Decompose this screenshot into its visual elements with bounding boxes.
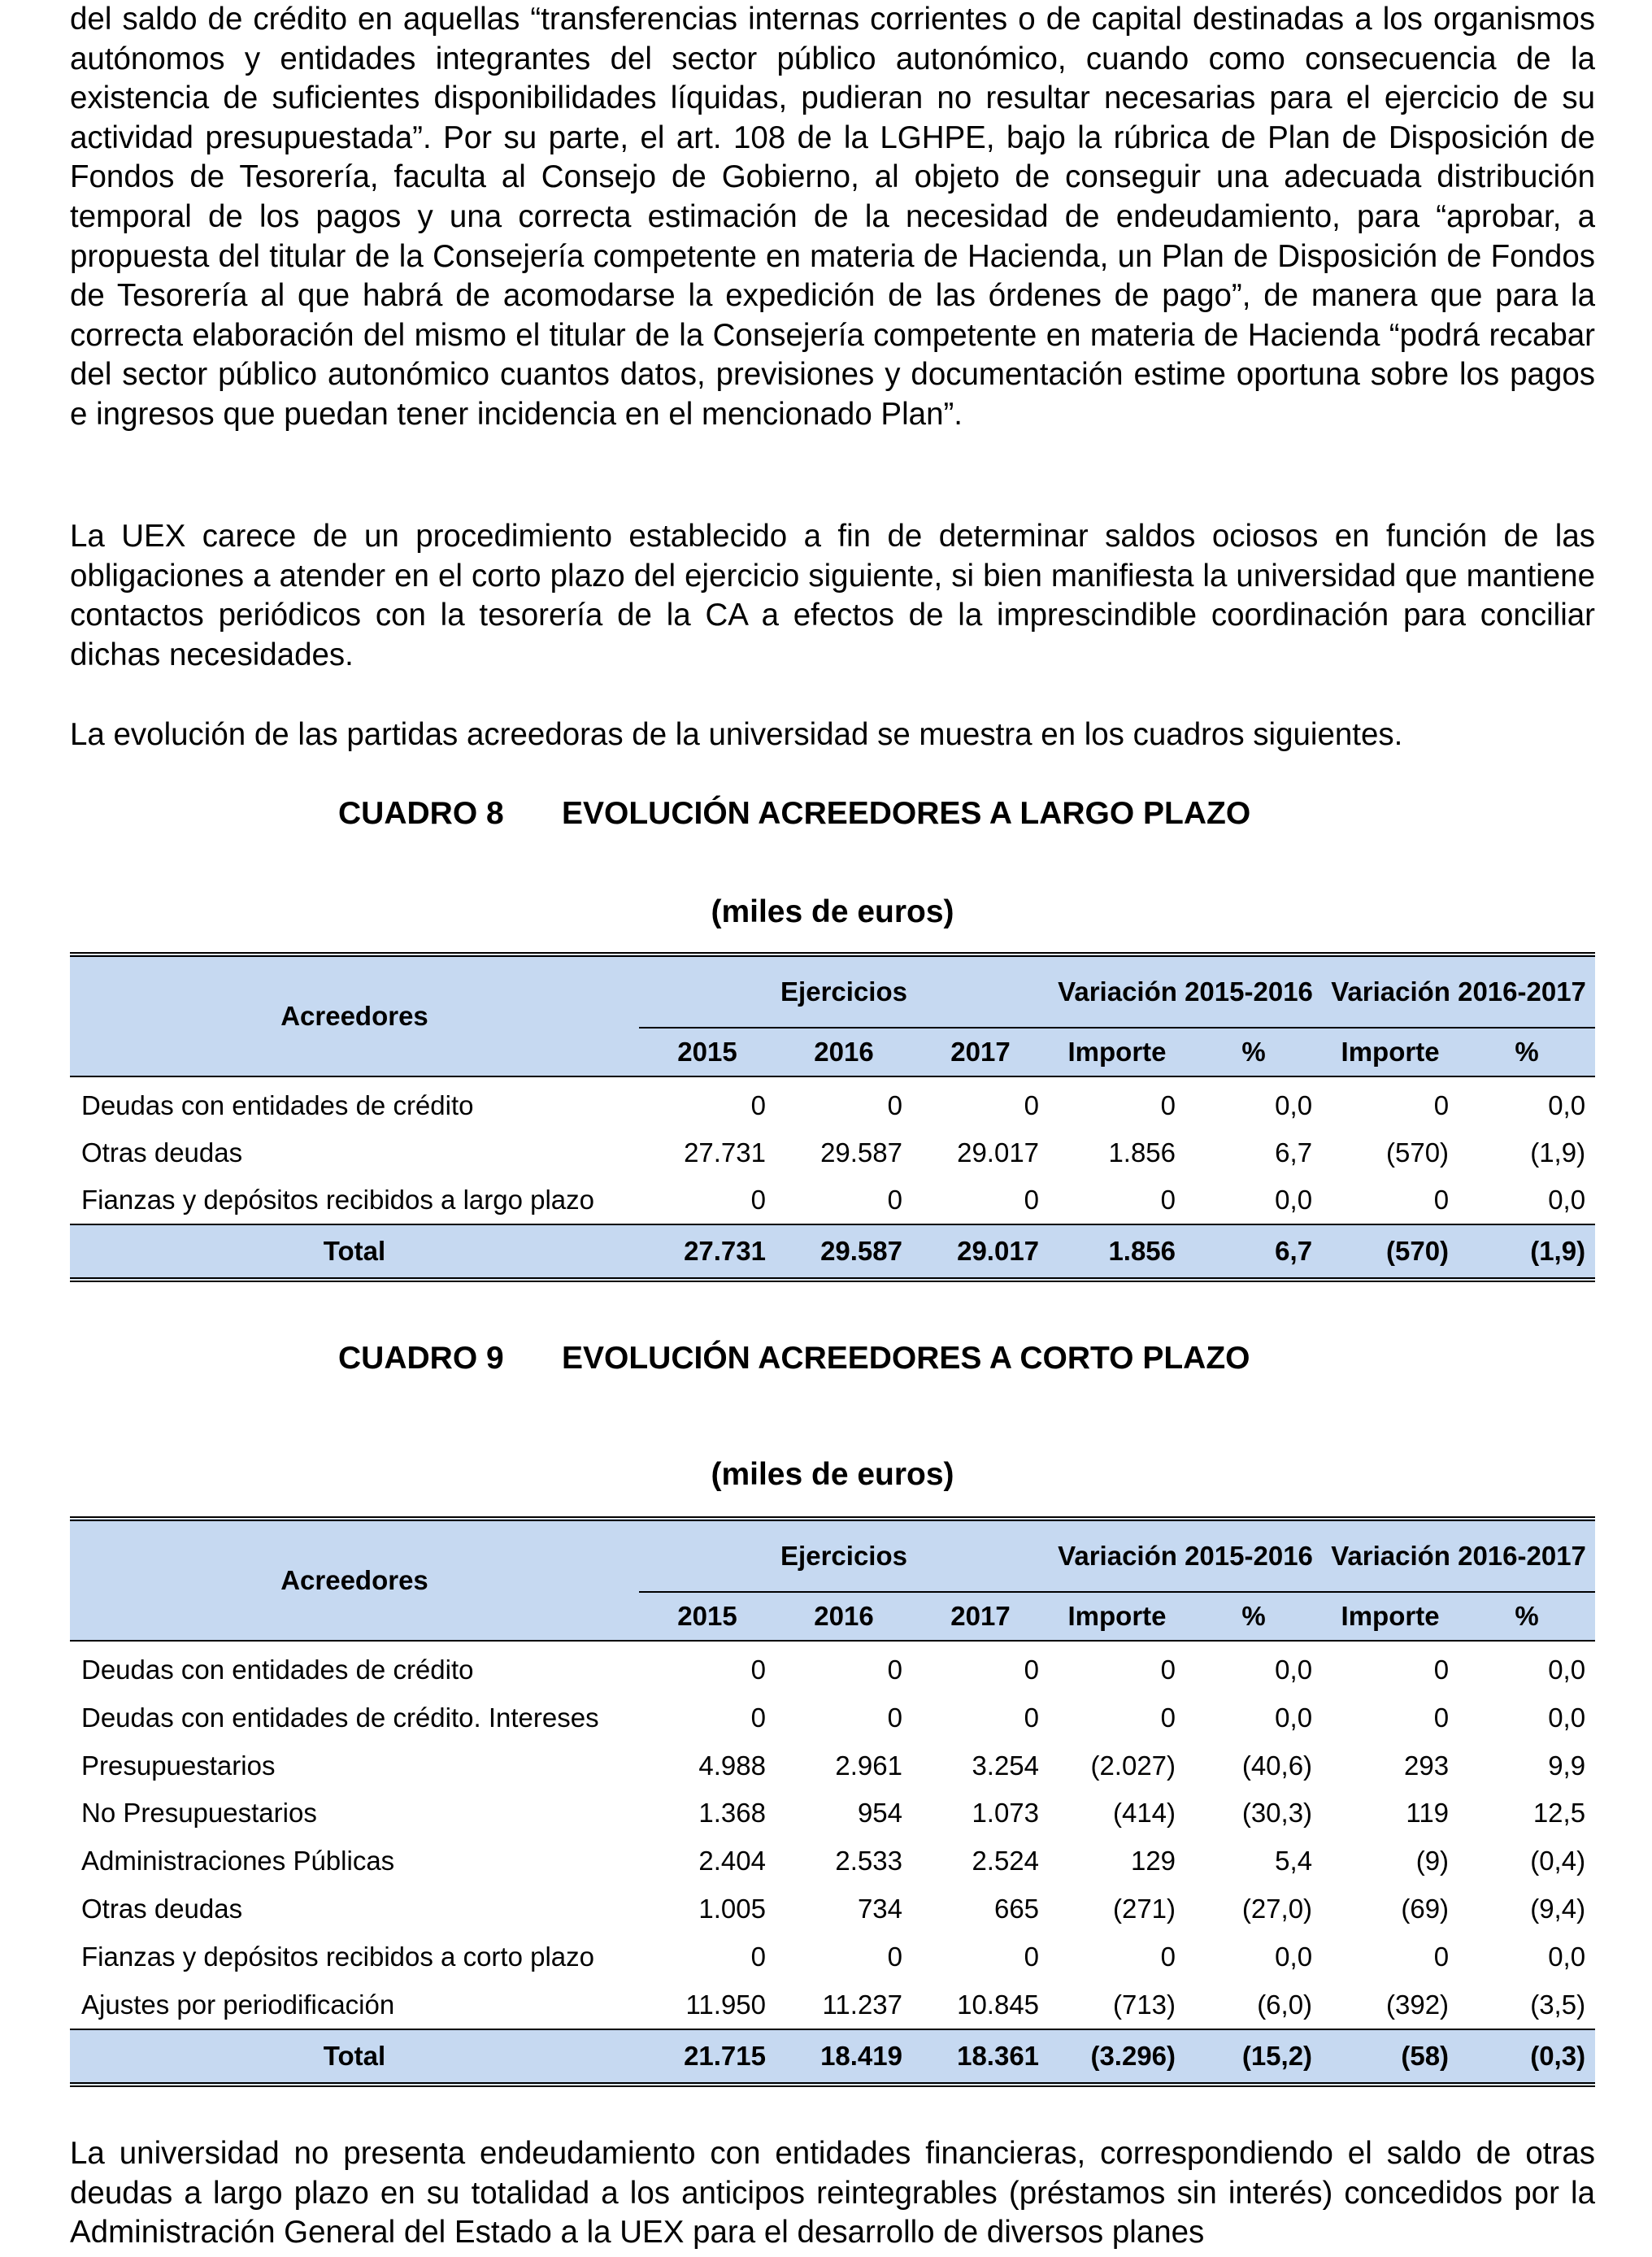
- table-cell: 27.731: [684, 1137, 766, 1168]
- header-percent: %: [1185, 1028, 1322, 1076]
- table-cell: (0,4): [1530, 1846, 1586, 1876]
- table-cell: 0: [750, 1185, 766, 1215]
- table-cell: 734: [857, 1893, 902, 1924]
- table-cell: 0: [1024, 1941, 1040, 1972]
- row-label: Fianzas y depósitos recibidos a corto plazo: [81, 1941, 594, 1972]
- table-cell: 0: [1024, 1702, 1040, 1733]
- table-cell: 0: [1433, 1941, 1450, 1972]
- total-cell: 1.856: [1049, 1224, 1185, 1280]
- header-percent: %: [1459, 1592, 1595, 1641]
- table-cell: 0: [887, 1941, 902, 1972]
- cuadro9-table: [70, 1516, 1595, 2087]
- paragraph-tesoreria: del saldo de crédito en aquellas “transferencias internas corrientes o de capital destinadas a los organismos autónomos y entidades integrantes del sector público autonómico, cuando como consecuencia de la existencia de suficientes disponibilidades líquidas, pudieran no resultar necesarias para el ejercicio de su actividad presupuestada”. Por su parte, el art. 108 de la LGHPE, bajo la rúbrica de Plan de Disposición de Fondos de Tesorería, faculta al Consejo de Gobierno, al objeto de conseguir una adecuada distribución temporal de los pagos y una correcta estimación de la necesidad de endeudamiento, para “aprobar, a propuesta del titular de la Consejería competente en materia de Hacienda, un Plan de Disposición de Fondos de Tesorería al que habrá de acomodarse la expedición de las órdenes de pago”, de manera que para la correcta elaboración del mismo el titular de la Consejería competente en materia de Hacienda “podrá recabar del sector público autonómico cuantos datos, previsiones y documentación estime oportuna sobre los pagos e ingresos que puedan tener incidencia en el mencionado Plan”.: [70, 2, 1595, 432]
- row-label: Presupuestarios: [81, 1750, 276, 1781]
- table-row: [70, 1694, 1595, 1742]
- table-cell: 954: [857, 1798, 902, 1829]
- total-cell: 29.017: [912, 1224, 1049, 1280]
- total-cell: (570): [1322, 1224, 1459, 1280]
- table-cell: 0: [1024, 1655, 1040, 1685]
- table-cell: 0,0: [1548, 1090, 1586, 1120]
- total-cell: (0,3): [1459, 2029, 1595, 2085]
- cuadro9-total-row: [70, 2029, 1595, 2085]
- table-cell: 0: [1024, 1090, 1040, 1120]
- table-cell: 0: [1433, 1702, 1450, 1733]
- table-row: [70, 1885, 1595, 1933]
- table-cell: 0: [887, 1185, 902, 1215]
- paragraph-endeudamiento: La universidad no presenta endeudamiento con entidades financieras, correspondiendo el saldo de otras deudas a largo plazo en su totalidad a los anticipos reintegrables (préstamos sin interés) concedidos por la Administración General del Estado a la UEX para el desarrollo de diversos planes: [70, 2136, 1595, 2250]
- table-cell: 0: [887, 1090, 902, 1120]
- total-cell: 18.361: [912, 2029, 1049, 2085]
- table-cell: 0: [750, 1090, 766, 1120]
- table-cell: 0,0: [1548, 1185, 1586, 1215]
- cuadro8-total-row: [70, 1224, 1595, 1280]
- table-cell: 0: [1433, 1185, 1450, 1215]
- cuadro8-units: (miles de euros): [711, 894, 954, 929]
- table-cell: 0: [1160, 1702, 1176, 1733]
- table-cell: 0,0: [1548, 1941, 1586, 1972]
- table-cell: 4.988: [698, 1750, 766, 1781]
- header-ejercicios: Ejercicios: [639, 1519, 1049, 1592]
- table-cell: 0,0: [1548, 1655, 1586, 1685]
- header-variacion-2016-2017: Variación 2016-2017: [1322, 955, 1595, 1028]
- table-row: [70, 1076, 1595, 1129]
- header-importe: Importe: [1322, 1028, 1459, 1076]
- table-row: [70, 1933, 1595, 1981]
- header-percent: %: [1185, 1592, 1322, 1641]
- table-cell: 2.404: [698, 1846, 766, 1876]
- table-cell: 0: [1433, 1090, 1450, 1120]
- cuadro9-title: EVOLUCIÓN ACREEDORES A CORTO PLAZO: [562, 1341, 1250, 1376]
- cuadro9-units: (miles de euros): [711, 1457, 954, 1492]
- table-cell: 0: [750, 1655, 766, 1685]
- total-cell: 27.731: [639, 1224, 776, 1280]
- row-label: Deudas con entidades de crédito: [81, 1655, 474, 1685]
- table-cell: 129: [1130, 1846, 1176, 1876]
- table-cell: (9): [1415, 1846, 1450, 1876]
- table-cell: 0: [1160, 1941, 1176, 1972]
- row-label: Ajustes por periodificación: [81, 1989, 395, 2020]
- table-cell: 0,0: [1275, 1655, 1313, 1685]
- header-percent: %: [1459, 1028, 1595, 1076]
- table-cell: 0: [1433, 1655, 1450, 1685]
- table-cell: (414): [1112, 1798, 1176, 1829]
- row-label: Fianzas y depósitos recibidos a largo plazo: [81, 1185, 595, 1215]
- table-cell: (6,0): [1257, 1989, 1313, 2020]
- table-cell: 11.950: [685, 1989, 766, 2020]
- header-2015: 2015: [639, 1028, 776, 1076]
- table-cell: 6,7: [1275, 1137, 1313, 1168]
- cuadro9-body: [70, 1641, 1595, 2029]
- table-cell: 293: [1403, 1750, 1450, 1781]
- table-cell: 0,0: [1275, 1090, 1313, 1120]
- total-cell: 18.419: [776, 2029, 912, 2085]
- table-cell: 29.587: [820, 1137, 902, 1168]
- table-cell: 1.073: [972, 1798, 1040, 1829]
- table-cell: (570): [1386, 1137, 1450, 1168]
- cuadro8-title: EVOLUCIÓN ACREEDORES A LARGO PLAZO: [562, 796, 1251, 831]
- header-variacion-2016-2017: Variación 2016-2017: [1322, 1519, 1595, 1592]
- paragraph-saldos-ociosos: La UEX carece de un procedimiento establecido a fin de determinar saldos ociosos en función de las obligaciones a atender en el corto plazo del ejercicio siguiente, si bien manifiesta la universidad que mantiene contactos periódicos con la tesorería de la CA a efectos de la imprescindible coordinación para conciliar dichas necesidades.: [70, 519, 1595, 672]
- table-cell: 1.005: [698, 1893, 766, 1924]
- table-row: [70, 1176, 1595, 1224]
- header-2016: 2016: [776, 1028, 912, 1076]
- row-label: Deudas con entidades de crédito: [81, 1090, 474, 1120]
- table-cell: 665: [993, 1893, 1040, 1924]
- table-cell: 9,9: [1548, 1750, 1586, 1781]
- table-cell: (27,0): [1241, 1893, 1313, 1924]
- table-cell: 2.533: [835, 1846, 902, 1876]
- table-cell: 0: [1160, 1090, 1176, 1120]
- table-cell: 0: [1160, 1655, 1176, 1685]
- total-label: Total: [70, 1224, 639, 1280]
- cuadro8-table: [70, 952, 1595, 1282]
- table-cell: (30,3): [1241, 1798, 1313, 1829]
- table-cell: (3,5): [1530, 1989, 1586, 2020]
- table-row: [70, 1129, 1595, 1176]
- row-label: Deudas con entidades de crédito. Intereses: [81, 1702, 599, 1733]
- total-cell: (58): [1322, 2029, 1459, 2085]
- total-cell: 29.587: [776, 1224, 912, 1280]
- table-cell: (40,6): [1241, 1750, 1313, 1781]
- total-cell: (1,9): [1459, 1224, 1595, 1280]
- header-acreedores: Acreedores: [70, 1519, 639, 1641]
- table-cell: (713): [1112, 1989, 1176, 2020]
- table-row: [70, 1790, 1595, 1837]
- row-label: No Presupuestarios: [81, 1798, 317, 1829]
- header-importe: Importe: [1049, 1592, 1185, 1641]
- total-label: Total: [70, 2029, 639, 2085]
- table-cell: 0: [750, 1702, 766, 1733]
- table-cell: 0,0: [1275, 1941, 1313, 1972]
- header-2017: 2017: [912, 1592, 1049, 1641]
- cuadro9-number: CUADRO 9: [338, 1341, 504, 1376]
- total-cell: 6,7: [1185, 1224, 1322, 1280]
- table-cell: (392): [1386, 1989, 1450, 2020]
- table-cell: 11.237: [822, 1989, 902, 2020]
- table-cell: 10.845: [957, 1989, 1040, 2020]
- table-cell: 12,5: [1532, 1798, 1586, 1829]
- header-2015: 2015: [639, 1592, 776, 1641]
- header-importe: Importe: [1049, 1028, 1185, 1076]
- header-variacion-2015-2016: Variación 2015-2016: [1049, 955, 1322, 1028]
- row-label: Administraciones Públicas: [81, 1846, 395, 1876]
- row-label: Otras deudas: [81, 1893, 243, 1924]
- table-row: [70, 1641, 1595, 1694]
- row-label: Otras deudas: [81, 1137, 243, 1168]
- table-cell: 0,0: [1275, 1702, 1313, 1733]
- table-cell: 0: [887, 1655, 902, 1685]
- cuadro8-number: CUADRO 8: [338, 796, 504, 831]
- table-cell: 0: [1024, 1185, 1040, 1215]
- table-row: [70, 1742, 1595, 1790]
- table-cell: 0: [887, 1702, 902, 1733]
- table-cell: 2.524: [972, 1846, 1040, 1876]
- table-cell: 0: [750, 1941, 766, 1972]
- table-cell: 119: [1406, 1798, 1450, 1829]
- table-cell: 5,4: [1275, 1846, 1313, 1876]
- table-cell: 0,0: [1548, 1702, 1586, 1733]
- header-acreedores: Acreedores: [70, 955, 639, 1076]
- total-cell: 21.715: [639, 2029, 776, 2085]
- header-importe: Importe: [1322, 1592, 1459, 1641]
- table-cell: (2.027): [1090, 1750, 1176, 1781]
- table-cell: (1,9): [1530, 1137, 1586, 1168]
- header-ejercicios: Ejercicios: [639, 955, 1049, 1028]
- header-variacion-2015-2016: Variación 2015-2016: [1049, 1519, 1322, 1592]
- header-2016: 2016: [776, 1592, 912, 1641]
- table-cell: (9,4): [1530, 1893, 1586, 1924]
- table-cell: 29.017: [957, 1137, 1040, 1168]
- total-cell: (3.296): [1049, 2029, 1185, 2085]
- table-cell: 1.368: [698, 1798, 766, 1829]
- table-row: [70, 1837, 1595, 1885]
- total-cell: (15,2): [1185, 2029, 1322, 2085]
- cuadro8-body: [70, 1076, 1595, 1224]
- table-cell: (271): [1112, 1893, 1176, 1924]
- table-cell: 2.961: [835, 1750, 902, 1781]
- table-cell: (69): [1401, 1893, 1450, 1924]
- header-2017: 2017: [912, 1028, 1049, 1076]
- table-cell: 0: [1160, 1185, 1176, 1215]
- paragraph-evolucion-intro: La evolución de las partidas acreedoras de la universidad se muestra en los cuadros siguientes.: [70, 717, 1403, 752]
- table-cell: 3.254: [972, 1750, 1040, 1781]
- table-row: [70, 1981, 1595, 2030]
- table-cell: 0,0: [1275, 1185, 1313, 1215]
- table-cell: 1.856: [1108, 1137, 1176, 1168]
